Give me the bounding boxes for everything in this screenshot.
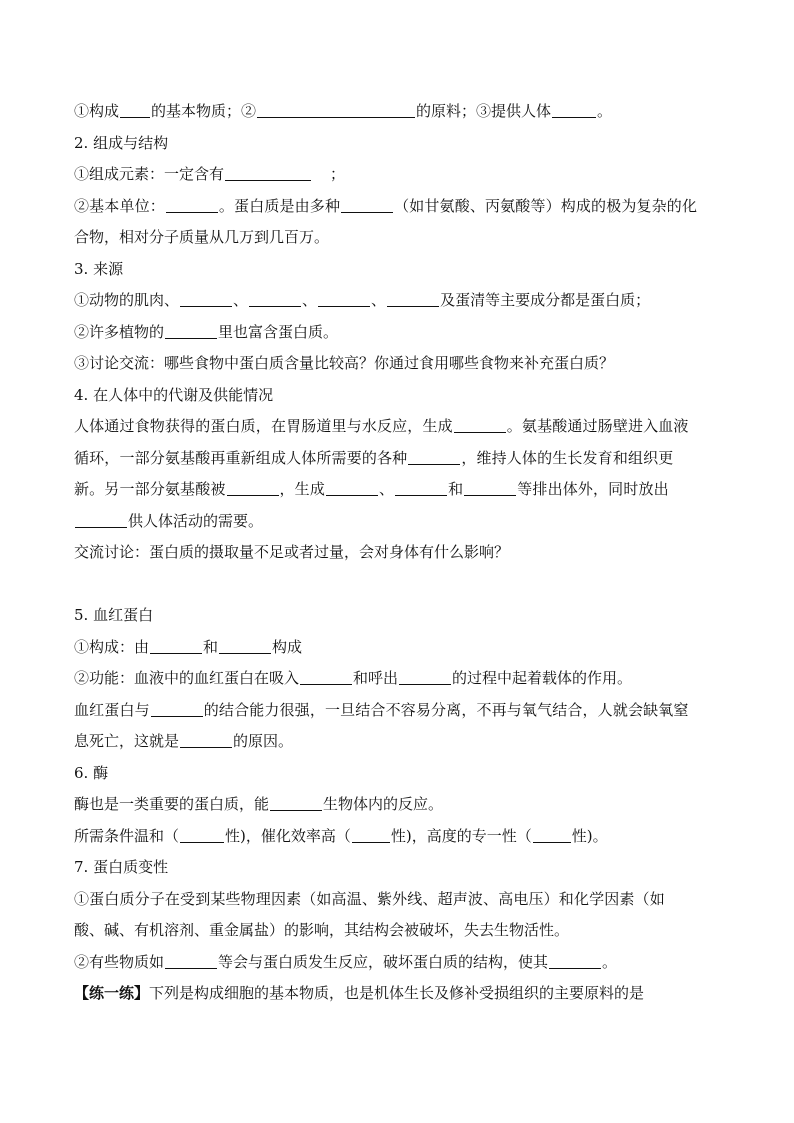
s1-text-d: 。 (597, 102, 613, 120)
s5-f1: ②功能：血液中的血红蛋白在吸入 (74, 669, 300, 687)
line-s2-unit-cont: 合物，相对分子质量从几万到几百万。 (74, 228, 330, 246)
line-s5-p1 (74, 695, 724, 727)
blank (165, 967, 217, 969)
s5-p2b: 的原因。 (233, 732, 294, 750)
s7-p3c: 。 (602, 952, 618, 971)
line-s4-p2 (74, 443, 724, 475)
blank (120, 116, 150, 118)
line-s6-b (74, 821, 724, 853)
s6-b2: 性)，催化效率高（ (225, 826, 351, 845)
s5-p1a: 血红蛋白与 (74, 700, 150, 719)
line-s7-p1: ①蛋白质分子在受到某些物理因素（如高温、紫外线、超声波、高电压）和化学因素（如 (74, 889, 665, 908)
s4-p1a: 人体通过食物获得的蛋白质，在胃肠道里与水反应，生成 (74, 417, 453, 435)
s2-el-b: ； (330, 165, 346, 183)
s5-f3: 的过程中起着载体的作用。 (452, 669, 633, 687)
s6-b3: 性)，高度的专一性（ (390, 826, 532, 845)
section-3-title: 3. 来源 (74, 259, 124, 278)
s4-p1b: 。氨基酸通过肠壁进入血液 (506, 417, 689, 435)
s3-sep: 、 (233, 291, 249, 309)
blank (549, 967, 601, 969)
s7-p3b: 等会与蛋白质发生反应，破坏蛋白质的结构，使其 (218, 952, 549, 971)
blank (552, 116, 596, 118)
line-s4-p4 (74, 506, 724, 538)
blank (166, 211, 218, 213)
blank (318, 305, 370, 307)
s5-c2: 和 (203, 637, 219, 656)
document-page (74, 96, 724, 1010)
s3-b1: ②许多植物的 (74, 322, 165, 341)
s6-a1: 酶也是一类重要的蛋白质，能 (74, 795, 270, 813)
blank (227, 494, 279, 496)
s3-a1: ①动物的肌肉、 (74, 291, 180, 309)
s4-p3d: 和 (448, 480, 464, 498)
blank (180, 746, 232, 748)
s4-p2a: 循环，一部分氨基酸再重新组成人体所需要的各种 (74, 448, 408, 467)
section-4-title: 4. 在人体中的代谢及供能情况 (74, 385, 274, 404)
blank (300, 683, 352, 685)
s4-p3b: ，生成 (279, 480, 325, 498)
line-s5-p2 (74, 726, 724, 758)
s2-unit-c: （如甘氨酸、丙氨酸等）构成的极为复杂的化 (394, 196, 698, 215)
section-6-title: 6. 酶 (74, 763, 109, 782)
blank (341, 211, 393, 213)
blank (225, 179, 311, 181)
s7-p3a: ②有些物质如 (74, 952, 165, 971)
s2-el-a: ①组成元素：一定含有 (74, 165, 225, 183)
blank (249, 305, 301, 307)
blank (150, 652, 202, 654)
line-s3-plant (74, 317, 724, 349)
line-s5-function (74, 663, 724, 695)
blank (454, 431, 506, 433)
s5-p1b: 的结合能力很强，一旦结合不容易分离，不再与氧气结合，人就会缺氧窒 (203, 700, 689, 719)
blank (395, 494, 447, 496)
practice-tag: 【练一练】 (74, 984, 150, 1002)
line-s4-p1 (74, 411, 724, 443)
s3-b2: 里也富含蛋白质。 (218, 322, 339, 341)
line-s3-discussion: ③讨论交流：哪些食物中蛋白质含量比较高？你通过食用哪些食物来补充蛋白质？ (74, 354, 615, 372)
blank (387, 305, 439, 307)
blank (533, 841, 571, 843)
s3-sep: 、 (302, 291, 318, 309)
s6-a2: 生物体内的反应。 (323, 795, 444, 813)
blank (257, 116, 415, 118)
s4-p3e: 等排出体外，同时放出 (517, 480, 669, 498)
s5-f2: 和呼出 (353, 669, 399, 687)
blank (165, 337, 217, 339)
section-2-title: 2. 组成与结构 (74, 133, 169, 152)
s1-text-c: 的原料；③提供人体 (416, 102, 552, 120)
line-practice (74, 978, 724, 1010)
section-7-title: 7. 蛋白质变性 (74, 858, 169, 876)
line-s7-p3 (74, 947, 724, 979)
s2-unit-b: 。蛋白质是由多种 (218, 196, 341, 215)
line-s4-discussion: 交流讨论：蛋白质的摄取量不足或者过量，会对身体有什么影响？ (74, 543, 510, 561)
practice-text: 下列是构成细胞的基本物质，也是机体生长及修补受损组织的主要原料的是 (149, 984, 645, 1002)
s2-unit-a: ②基本单位： (74, 196, 165, 215)
section-5-title: 5. 血红蛋白 (74, 606, 154, 624)
line-s6-a (74, 789, 724, 821)
line-s2-unit (74, 191, 724, 223)
blank (464, 494, 516, 496)
blank (399, 683, 451, 685)
s4-p2b: ，维持人体的生长发育和组织更 (461, 448, 674, 467)
line-s4-p3 (74, 474, 724, 506)
s4-p3c: 、 (378, 480, 395, 498)
blank (151, 715, 203, 717)
s5-c3: 构成 (272, 637, 303, 656)
line-s2-elements (74, 159, 724, 191)
s4-p4: 供人体活动的需要。 (128, 511, 264, 530)
blank (408, 463, 460, 465)
s3-sep: 、 (371, 291, 387, 309)
s6-b1: 所需条件温和（ (74, 826, 180, 845)
blank (219, 652, 271, 654)
s6-b4: 性)。 (571, 826, 608, 845)
line-s7-p2: 酸、碱、有机溶剂、重金属盐）的影响，其结构会被破坏，失去生物活性。 (74, 921, 570, 939)
line-s3-animal (74, 285, 724, 317)
line-s1 (74, 96, 724, 128)
s3-a2: 及蛋清等主要成分都是蛋白质； (440, 291, 651, 309)
blank (326, 494, 378, 496)
blank (180, 305, 232, 307)
s4-p3a: 新。另一部分氨基酸被 (74, 480, 226, 498)
line-s5-composition (74, 632, 724, 664)
s1-text-a: ①构成 (74, 102, 120, 120)
s5-p2a: 息死亡，这就是 (74, 732, 180, 750)
blank (270, 809, 322, 811)
s5-c1: ①构成：由 (74, 637, 150, 656)
blank (75, 526, 127, 528)
blank (352, 841, 390, 843)
spacer (74, 569, 724, 601)
blank (180, 841, 224, 843)
s1-text-b: 的基本物质；② (151, 102, 257, 120)
